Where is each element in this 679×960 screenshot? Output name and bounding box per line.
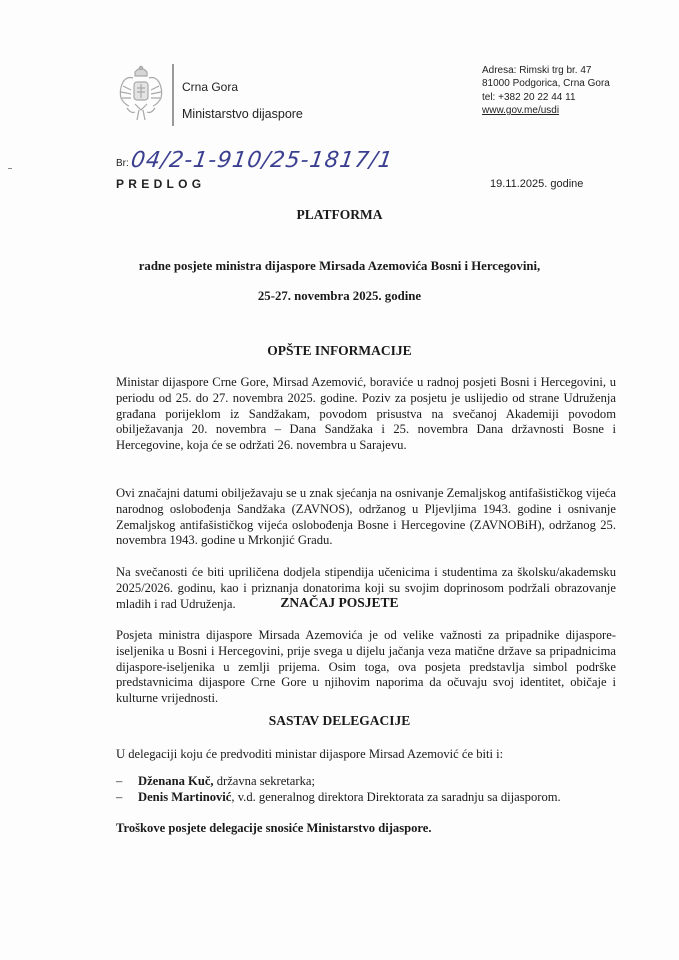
member-role: , v.d. generalnog direktora Direktorata za saradnju sa dijasporom. [231, 789, 561, 804]
member-name: Dženana Kuč, [138, 774, 214, 788]
margin-mark [8, 168, 12, 169]
list-item [116, 774, 636, 790]
paragraph-general-3: Na svečanosti će biti upriličena dodjela stipendija učenicima i studentima za školsku/akademsku 2025/2026. godinu, kao i priznanja donatorima koji su svojim doprinosom podržali obrazovanje mladih i rad Udruženja. [116, 565, 616, 611]
reference-label: Br: [116, 158, 129, 169]
document-title: PLATFORMA [296, 207, 383, 222]
coat-of-arms-icon [117, 64, 165, 126]
list-dash: – [116, 774, 123, 788]
ministry-name: Ministarstvo dijaspore [182, 107, 303, 121]
document-dates: 25-27. novembra 2025. godine [257, 289, 422, 303]
contact-address: Adresa: Rimski trg br. 47 [482, 65, 592, 76]
paragraph-general-1: Ministar dijaspore Crne Gore, Mirsad Azemović, boraviće u radnoj posjeti Bosni i Hercegovini, u periodu od 25. do 27. novembra 2025. godine. Poziv za posjetu je uslijedio od strane Udruženja građana porijeklom iz Sandžakam, povodom prisustva na svečanoj Akademiji povodom obilježavanja 20. novembra – Dana Sandžaka i 25. novembra Dana državnosti Bosne i Hercegovine, koja će se održati 26. novembra u Sarajevu. [116, 375, 616, 453]
contact-block [482, 64, 610, 118]
contact-city: 81000 Podgorica, Crna Gora [482, 78, 610, 90]
list-item [116, 790, 636, 806]
document-subtitle: radne posjete ministra dijaspore Mirsada Azemovića Bosni i Hercegovini, [138, 259, 541, 273]
section-heading-significance: ZNAČAJ POSJETE [280, 595, 399, 610]
delegation-intro: U delegaciji koju će predvoditi ministar dijaspore Mirsad Azemović će biti i: [116, 747, 504, 761]
paragraph-significance: Posjeta ministra dijaspore Mirsada Azemovića je od velike važnosti za pripadnike dijaspore-iseljenika u Bosni i Hercegovini, prije svega u dijelu jačanja veza matične države sa pripadnicima dijaspore-iseljenika u zemlji prijema. Osim toga, ova posjeta predstavlja simbol podrške predstavnicima dijaspore Crne Gore u njihovim naporima da očuvaju svoj identitet, običaje i kulturne vrijednosti. [116, 628, 616, 706]
header-divider [172, 64, 174, 126]
country-name: Crna Gora [182, 80, 239, 94]
contact-tel: tel: +382 20 22 44 11 [482, 91, 576, 103]
section-heading-general: OPŠTE INFORMACIJE [267, 343, 412, 358]
contact-website-link[interactable]: www.gov.me/usdi [482, 105, 560, 117]
list-dash: – [116, 789, 123, 804]
section-heading-delegation: SASTAV DELEGACIJE [268, 713, 411, 728]
document-type: PREDLOG [116, 177, 206, 191]
member-name: Denis Martinović [138, 789, 232, 804]
member-role: državna sekretarka; [213, 774, 315, 788]
paragraph-general-2: Ovi značajni datumi obilježavaju se u znak sjećanja na osnivanje Zemaljskog antifašističkog vijeća narodnog oslobođenja Sandžaka (ZAVNOS), održanog u Pljevljima 1943. godine i osnivanje Zemaljskog antifašističkog vijeća oslobođenja Bosne i Hercegovine (ZAVNOBiH), održanog 25. novembra 1943. godine u Mrkonjić Gradu. [116, 486, 616, 548]
reference-number-handwritten: 04/2-1-910/25-1817/1 [129, 148, 395, 173]
costs-statement: Troškove posjete delegacije snosiće Ministarstvo dijaspore. [116, 821, 432, 835]
document-date: 19.11.2025. godine [490, 178, 584, 190]
delegation-list [116, 774, 636, 806]
